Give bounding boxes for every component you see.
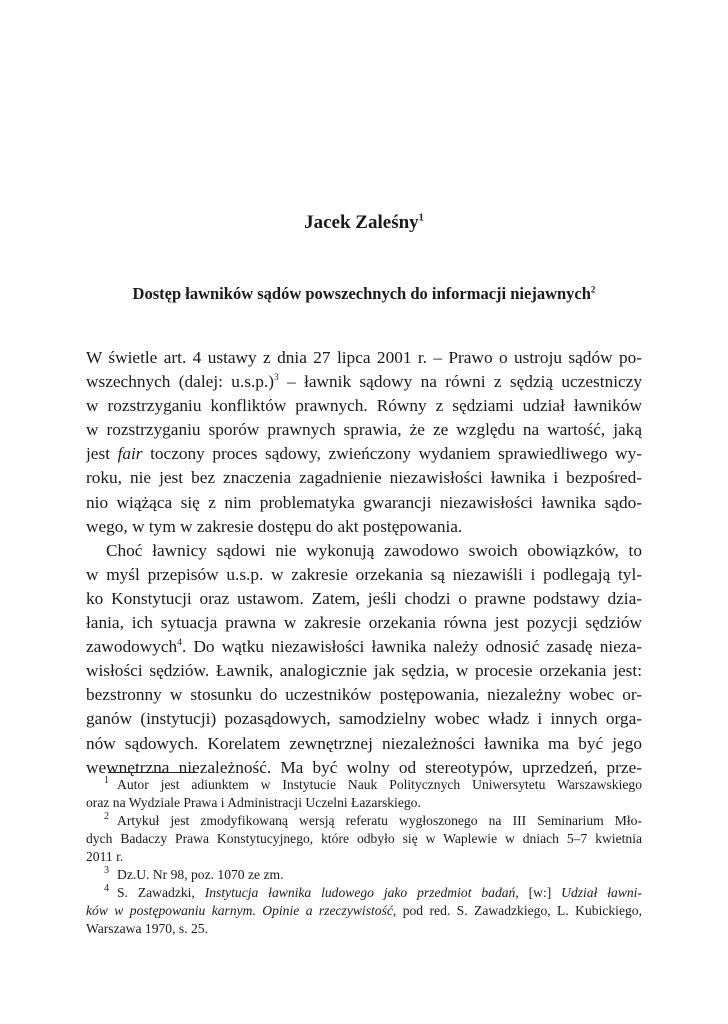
body-text xyxy=(86,346,642,780)
footnote-number: 3 xyxy=(104,866,109,877)
text-span: zawodowych xyxy=(86,637,178,657)
text-line: nów sądowych. Korelatem zewnętrznej niezależności ławnika ma być jego xyxy=(86,733,642,753)
author-name xyxy=(0,212,728,234)
italic-title: Udział ławni- xyxy=(561,885,642,900)
footnote-number: 4 xyxy=(104,884,109,895)
footnote-number: 1 xyxy=(104,776,109,787)
text-line: nio wiążąca się z nim problematyka gwarancji niezawisłości ławnika sądo- xyxy=(86,492,642,512)
footnote-line: 2011 r. xyxy=(86,849,124,864)
text-line: w rozstrzyganiu konfliktów prawnych. Równy z sędziami udział ławników xyxy=(86,396,642,416)
text-span: . Do wątku niezawisłości ławnika należy odnosić zasadę nieza- xyxy=(181,637,642,657)
footnote-line: oraz na Wydziale Prawa i Administracji Uczelni Łazarskiego. xyxy=(86,795,421,810)
italic-term: fair xyxy=(117,444,143,464)
text-line: w rozstrzyganiu sporów prawnych sprawia, że ze względu na wartość, jaką xyxy=(86,420,642,440)
text-span: toczony proces sądowy, zwieńczony wydaniem sprawiedliwego wy- xyxy=(142,444,642,464)
footnote-separator xyxy=(108,772,196,773)
footnote-line xyxy=(86,884,642,902)
footnotes xyxy=(86,776,642,938)
text-span: Artykuł jest zmodyfikowaną wersją referatu wygłoszonego na III Seminarium Mło- xyxy=(117,813,642,828)
footnote-3 xyxy=(86,866,642,884)
footnote-line xyxy=(86,812,642,830)
paragraph-1 xyxy=(86,346,642,539)
title-footnote-ref[interactable]: 2 xyxy=(590,284,596,295)
footnote-number: 2 xyxy=(104,812,109,823)
article-title xyxy=(60,284,668,304)
italic-title: ków w postępowaniu karnym. Opinie a rzeczywistość, xyxy=(86,903,397,918)
text-span: jest xyxy=(86,444,118,464)
text-line xyxy=(86,635,642,659)
italic-title: Instytucja ławnika ludowego jako przedmiot badań, xyxy=(204,885,519,900)
text-line: wego, w tym w zakresie dostępu do akt postępowania. xyxy=(86,516,463,536)
text-line: Choć ławnicy sądowi nie wykonują zawodowo swoich obowiązków, to xyxy=(106,540,642,560)
text-span: Autor jest adiunktem w Instytucie Nauk Politycznych Uniwersytetu Warszawskiego xyxy=(117,777,642,792)
paragraph-2 xyxy=(86,539,642,780)
text-line: bezstronny w stosunku do uczestników postępowania, niezależny wobec or- xyxy=(86,685,642,705)
footnote-1 xyxy=(86,776,642,812)
text-line: wewnętrzna niezależność. Ma być wolny od stereotypów, uprzedzeń, prze- xyxy=(86,757,642,777)
title-text: Dostęp ławników sądów powszechnych do informacji niejawnych xyxy=(132,284,591,303)
author-text: Jacek Zaleśny xyxy=(304,212,419,233)
footnote-line: dych Badaczy Prawa Konstytucyjnego, które odbyło się w Waplewie w dniach 5–7 kwietnia xyxy=(86,831,642,846)
text-line: łania, ich sytuacja prawna w zakresie orzekania równa jest pozycji sędziów xyxy=(86,613,642,633)
text-line xyxy=(86,370,642,394)
text-line: ko Konstytucji oraz ustawom. Zatem, jeśli chodzi o prawne podstawy dzia- xyxy=(86,588,642,608)
footnote-line xyxy=(86,902,642,920)
text-span: [w:] xyxy=(518,885,562,900)
text-line: W świetle art. 4 ustawy z dnia 27 lipca 2001 r. – Prawo o ustroju sądów po- xyxy=(86,348,642,367)
text-line: roku, nie jest bez znaczenia zagadnienie niezawisłości ławnika i bezpośred- xyxy=(86,468,642,488)
footnote-ref-3[interactable]: 3 xyxy=(274,373,279,384)
footnote-4 xyxy=(86,884,642,938)
text-span: S. Zawadzki, xyxy=(117,885,205,900)
text-span: – ławnik sądowy na równi z sędzią uczestniczy xyxy=(278,372,642,392)
footnote-line: Warszawa 1970, s. 25. xyxy=(86,921,208,936)
footnote-line xyxy=(86,866,642,884)
text-line: ganów (instytucji) pozasądowych, samodzielny wobec władz i innych orga- xyxy=(86,709,642,729)
text-line xyxy=(86,442,642,466)
text-span: Dz.U. Nr 98, poz. 1070 ze zm. xyxy=(117,867,284,882)
author-footnote-ref[interactable]: 1 xyxy=(418,212,424,224)
footnote-line xyxy=(86,776,642,794)
text-line: w myśl przepisów u.s.p. w zakresie orzekania są niezawiśli i podlegają tyl- xyxy=(86,564,642,584)
footnote-ref-4[interactable]: 4 xyxy=(177,638,182,649)
text-span: wszechnych (dalej: u.s.p.) xyxy=(86,372,274,392)
text-span: pod red. S. Zawadzkiego, L. Kubickiego, xyxy=(396,903,642,918)
text-line: wisłości sędziów. Ławnik, analogicznie jak sędzia, w procesie orzekania jest: xyxy=(86,661,642,681)
footnote-2 xyxy=(86,812,642,866)
